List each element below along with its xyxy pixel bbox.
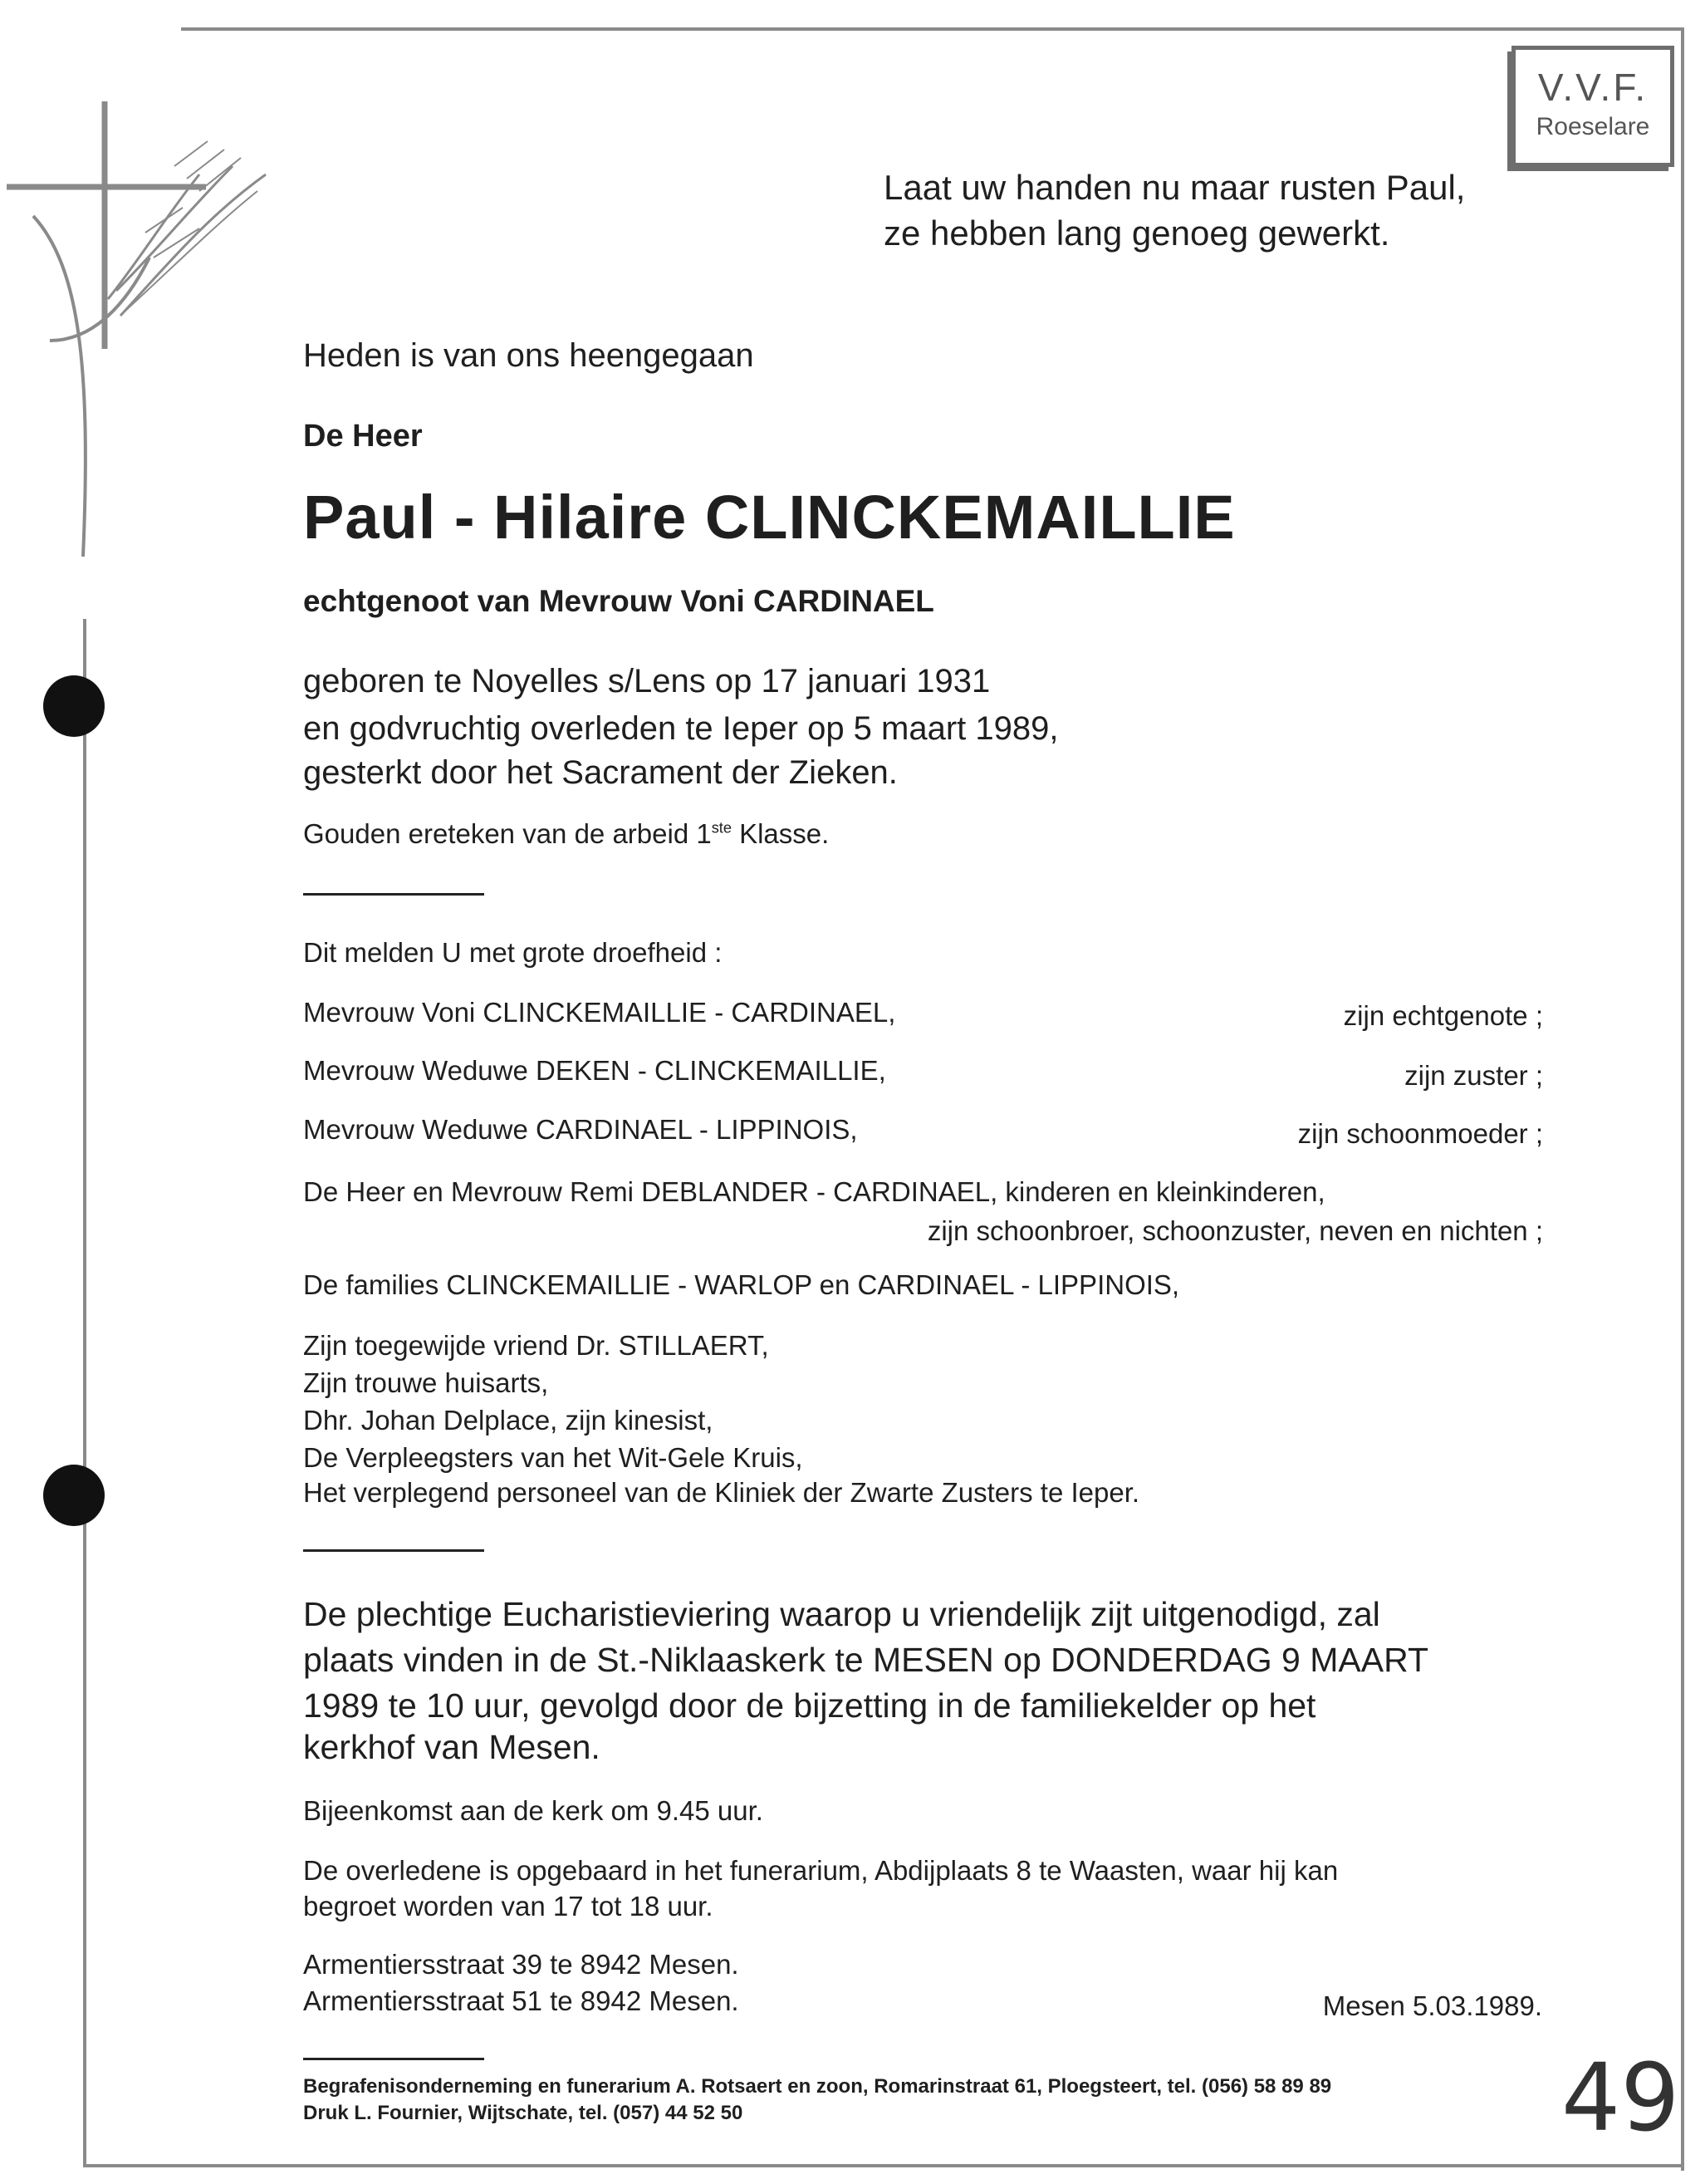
spouse-line: echtgenoot van Mevrouw Voni CARDINAEL — [303, 584, 934, 618]
other-mourner: Het verplegend personeel van de Kliniek der Zwarte Zusters te Ieper. — [303, 1477, 1140, 1508]
other-mourner: De Verpleegsters van het Wit-Gele Kruis, — [303, 1442, 803, 1473]
footer-line: Begrafenisonderneming en funerarium A. Rotsaert en zoon, Romarinstraat 61, Ploegsteert, tel. (056) 58 89 89 — [303, 2075, 1332, 2098]
separator-1 — [303, 893, 484, 896]
place-date: Mesen 5.03.1989. — [1322, 1990, 1542, 2021]
mourner-name: Mevrouw Weduwe CARDINAEL - LIPPINOIS, — [303, 1114, 858, 1145]
birth-line: geboren te Noyelles s/Lens op 17 januari 1931 — [303, 663, 991, 699]
honor-line — [303, 820, 829, 847]
address-line: Armentiersstraat 51 te 8942 Mesen. — [303, 1985, 739, 2016]
address-line: Armentiersstraat 39 te 8942 Mesen. — [303, 1949, 739, 1980]
motto-line1: Laat uw handen nu maar rusten Paul, — [884, 168, 1466, 207]
sacrament-line: gesterkt door het Sacrament der Zieken. — [303, 754, 898, 791]
mourner-relation: zijn zuster ; — [1404, 1060, 1543, 1091]
cross-wheat-icon — [0, 91, 299, 582]
honorific: De Heer — [303, 419, 423, 454]
honor-suffix: Klasse. — [731, 818, 830, 849]
stamp-line2: Roeselare — [1536, 113, 1650, 140]
mourner-name: Mevrouw Weduwe DEKEN - CLINCKEMAILLIE, — [303, 1055, 886, 1086]
visitation-line: begroet worden van 17 tot 18 uur. — [303, 1891, 713, 1921]
footer-line: Druk L. Fournier, Wijtschate, tel. (057) 44 52 50 — [303, 2102, 743, 2124]
mourner-deblander-line1: De Heer en Mevrouw Remi DEBLANDER - CARDINAEL, kinderen en kleinkinderen, — [303, 1176, 1325, 1207]
deceased-name: Paul - Hilaire CLINCKEMAILLIE — [303, 483, 1236, 552]
separator-3 — [303, 2058, 484, 2060]
families-line: De families CLINCKEMAILLIE - WARLOP en CARDINAEL - LIPPINOIS, — [303, 1269, 1180, 1300]
mourner-relation: zijn schoonmoeder ; — [1297, 1118, 1543, 1149]
gathering-line: Bijeenkomst aan de kerk om 9.45 uur. — [303, 1795, 763, 1826]
separator-2 — [303, 1549, 484, 1552]
announce-text: Dit melden U met grote droefheid : — [303, 937, 723, 968]
stamp-line1: V.V.F. — [1537, 66, 1649, 109]
ceremony-line: plaats vinden in de St.-Niklaaskerk te MESEN op DONDERDAG 9 MAART — [303, 1641, 1429, 1679]
other-mourner: Dhr. Johan Delplace, zijn kinesist, — [303, 1405, 713, 1436]
death-line: en godvruchtig overleden te Ieper op 5 maart 1989, — [303, 710, 1059, 747]
ceremony-line: 1989 te 10 uur, gevolgd door de bijzetting in de familiekelder op het — [303, 1686, 1316, 1725]
border-right — [1681, 27, 1684, 2171]
mourner-relation: zijn echtgenote ; — [1343, 1000, 1543, 1031]
other-mourner: Zijn trouwe huisarts, — [303, 1367, 549, 1398]
ceremony-line: De plechtige Eucharistieviering waarop u vriendelijk zijt uitgenodigd, zal — [303, 1595, 1380, 1633]
visitation-line: De overledene is opgebaard in het funerarium, Abdijplaats 8 te Waasten, waar hij kan — [303, 1855, 1339, 1886]
ceremony-line: kerkhof van Mesen. — [303, 1728, 600, 1766]
vvf-stamp — [1511, 46, 1674, 167]
handwritten-number: 49 — [1561, 2044, 1680, 2152]
mourner-deblander-line2: zijn schoonbroer, schoonzuster, neven en nichten ; — [927, 1215, 1543, 1246]
punch-hole-top — [43, 675, 105, 737]
intro-text: Heden is van ons heengegaan — [303, 337, 754, 374]
mourner-name: Mevrouw Voni CLINCKEMAILLIE - CARDINAEL, — [303, 997, 896, 1028]
border-left — [83, 619, 86, 2166]
border-bottom — [83, 2164, 1684, 2167]
punch-hole-bottom — [43, 1465, 105, 1526]
honor-superscript: ste — [711, 819, 732, 837]
honor-prefix: Gouden ereteken van de arbeid 1 — [303, 818, 712, 849]
motto-line2: ze hebben lang genoeg gewerkt. — [884, 213, 1390, 253]
border-top — [181, 27, 1684, 31]
other-mourner: Zijn toegewijde vriend Dr. STILLAERT, — [303, 1330, 769, 1361]
